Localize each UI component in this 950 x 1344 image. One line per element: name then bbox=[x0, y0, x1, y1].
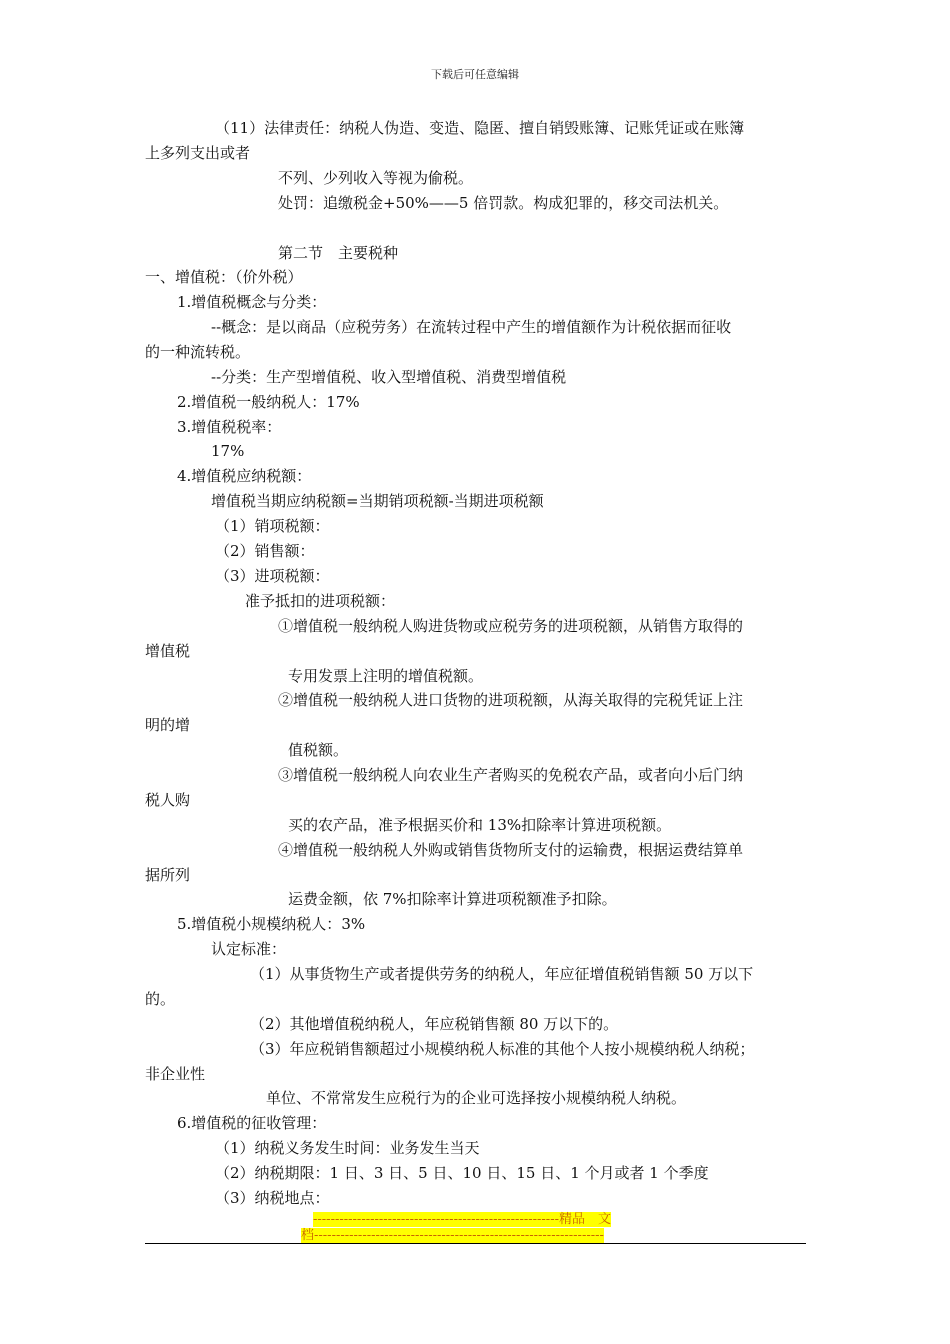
text-line: （1）纳税义务发生时间：业务发生当天 bbox=[215, 1139, 480, 1157]
text-line: 单位、不常常发生应税行为的企业可选择按小规模纳税人纳税。 bbox=[266, 1089, 687, 1107]
text-line: 5.增值税小规模纳税人：3% bbox=[177, 915, 366, 933]
section-title: 第二节 主要税种 bbox=[278, 244, 399, 262]
heading: 一、增值税：（价外税） bbox=[145, 268, 303, 286]
text-line: 非企业性 bbox=[145, 1065, 206, 1083]
text-line: 据所列 bbox=[145, 866, 191, 884]
text-line: 3.增值税税率： bbox=[177, 418, 282, 436]
text-line: 税人购 bbox=[145, 791, 191, 809]
text-line: （2）销售额： bbox=[215, 542, 315, 560]
text-line: 明的增 bbox=[145, 716, 191, 734]
text-line: ③增值税一般纳税人向农业生产者购买的免税农产品，或者向小后门纳 bbox=[278, 766, 744, 784]
text-line: 认定标准： bbox=[211, 940, 287, 958]
page-header: 下载后可任意编辑 bbox=[431, 68, 519, 81]
text-line: （3）进项税额： bbox=[215, 567, 330, 585]
text-line: 1.增值税概念与分类： bbox=[177, 293, 327, 311]
text-line: 值税额。 bbox=[288, 741, 349, 759]
text-line: 增值税当期应纳税额=当期销项税额-当期进项税额 bbox=[211, 492, 544, 510]
text-line: 4.增值税应纳税额： bbox=[177, 467, 312, 485]
text-line: 处罚：追缴税金+50%——5 倍罚款。构成犯罪的，移交司法机关。 bbox=[278, 194, 729, 212]
text-line: ①增值税一般纳税人购进货物或应税劳务的进项税额，从销售方取得的 bbox=[278, 617, 744, 635]
text-line: 不列、少列收入等视为偷税。 bbox=[278, 169, 474, 187]
text-line: 专用发票上注明的增值税额。 bbox=[288, 667, 484, 685]
text-line: （3）纳税地点： bbox=[215, 1189, 330, 1207]
footer-line-1: --------------------------------------------------------精品 文 bbox=[313, 1212, 611, 1227]
text-line: --概念：是以商品（应税劳务）在流转过程中产生的增值额作为计税依据而征收 bbox=[211, 318, 732, 336]
text-line: --分类：生产型增值税、收入型增值税、消费型增值税 bbox=[211, 368, 567, 386]
text-line: 准予抵扣的进项税额： bbox=[245, 592, 396, 610]
text-line: 运费金额，依 7%扣除率计算进项税额准予扣除。 bbox=[288, 890, 617, 908]
footer-line-2: 档------------------------------------------------------------------ bbox=[301, 1228, 604, 1243]
text-line: （2）纳税期限：1 日、3 日、5 日、10 日、15 日、1 个月或者 1 个季度 bbox=[215, 1164, 709, 1182]
text-line: 的。 bbox=[145, 990, 176, 1008]
text-line: （1）销项税额： bbox=[215, 517, 330, 535]
text-line: （3）年应税销售额超过小规模纳税人标准的其他个人按小规模纳税人纳税； bbox=[250, 1040, 755, 1058]
text-line: （11）法律责任：纳税人伪造、变造、隐匿、擅自销毁账簿、记账凭证或在账簿 bbox=[215, 119, 745, 137]
text-line: 的一种流转税。 bbox=[145, 343, 251, 361]
footer-divider bbox=[145, 1243, 806, 1244]
text-line: 上多列支出或者 bbox=[145, 144, 251, 162]
text-line: ②增值税一般纳税人进口货物的进项税额，从海关取得的完税凭证上注 bbox=[278, 691, 744, 709]
text-line: 买的农产品，准予根据买价和 13%扣除率计算进项税额。 bbox=[288, 816, 672, 834]
text-line: 2.增值税一般纳税人：17% bbox=[177, 393, 360, 411]
text-line: （1）从事货物生产或者提供劳务的纳税人，年应征增值税销售额 50 万以下 bbox=[250, 965, 754, 983]
footer-watermark bbox=[145, 1212, 806, 1244]
text-line: 6.增值税的征收管理： bbox=[177, 1114, 327, 1132]
text-line: （2）其他增值税纳税人，年应税销售额 80 万以下的。 bbox=[250, 1015, 619, 1033]
text-line: 17% bbox=[211, 442, 245, 460]
text-line: 增值税 bbox=[145, 642, 191, 660]
text-line: ④增值税一般纳税人外购或销售货物所支付的运输费，根据运费结算单 bbox=[278, 841, 744, 859]
